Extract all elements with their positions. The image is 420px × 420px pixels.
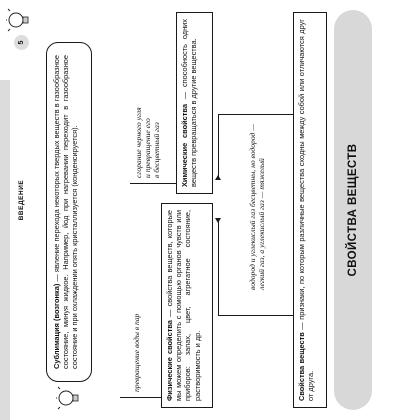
- definition-box: [293, 12, 327, 408]
- gases-example-line-1: водород и углекислый газ бесцветны, но водород —: [248, 123, 257, 290]
- sublimation-term: Сублимация (возгонка): [52, 283, 61, 369]
- lightbulb-icon: [56, 386, 82, 410]
- physical-text: — свойства веществ, которые мы можем определить с помощью органов чувств или приборов: запах, цвет, агрегатное состояние, растворимость и др.: [165, 210, 202, 401]
- connector-physical-horizontal: [218, 220, 219, 316]
- arrow-to-chemical: [215, 175, 221, 180]
- physical-term: Физические свойства: [165, 320, 174, 401]
- section-label: ВВЕДЕНИЕ: [18, 179, 25, 221]
- coal-example-line-3: в бесцветный газ: [152, 122, 161, 178]
- coal-example-connector: [130, 183, 176, 184]
- water-example-connector: [120, 397, 161, 398]
- connector-chemical-horizontal: [218, 115, 219, 180]
- lightbulb-icon: [6, 8, 32, 32]
- coal-example-line-1: сгорание черного угля: [134, 107, 143, 178]
- top-decoration-bar: [0, 80, 10, 420]
- definition-term: Свойства веществ: [297, 332, 306, 401]
- chemical-properties-box: [176, 12, 213, 194]
- gases-example: [248, 80, 288, 290]
- definition-text: — признаки, по которым различные вещества сходны между собой или отличаются друг от друга.: [297, 18, 316, 401]
- sublimation-text: — явление перехода некоторых твердых веществ в газообразное состояние, минуя жидкое. Например, йод при нагревании переходит в газообразное состояние и при охлаждении опять кристаллизуется (конденсируется).: [52, 55, 80, 369]
- gases-example-line-2: легкий газ, а углекислый газ — тяжелый: [257, 158, 266, 290]
- chemical-term: Химические свойства: [180, 104, 189, 187]
- page-title: СВОЙСТВА ВЕЩЕСТВ: [347, 143, 359, 277]
- sublimation-box: [46, 42, 92, 382]
- coal-example: [134, 48, 170, 178]
- title-band: [334, 10, 372, 410]
- water-example: [132, 242, 144, 392]
- arrow-to-physical: [215, 218, 221, 223]
- connector-physical-vertical: [218, 315, 293, 316]
- physical-properties-box: [161, 203, 213, 408]
- water-example-line-1: превращение воды в пар: [132, 313, 141, 392]
- page-number: 5: [14, 35, 29, 50]
- coal-example-line-2: и превращение его: [143, 118, 152, 178]
- chemical-text: — способность одних веществ превращаться в другие вещества.: [180, 19, 199, 187]
